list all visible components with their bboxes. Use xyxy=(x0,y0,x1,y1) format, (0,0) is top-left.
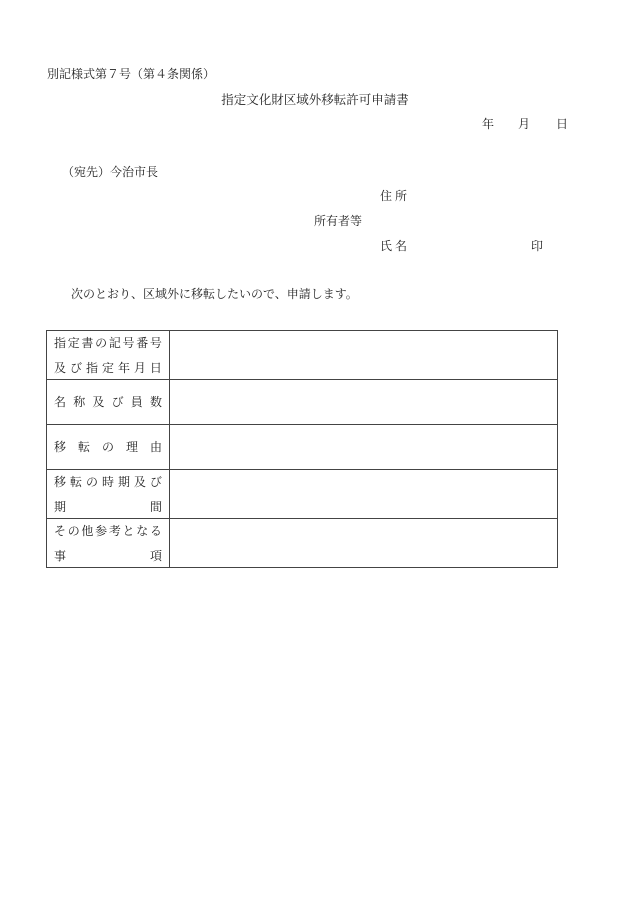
field-label-cell xyxy=(47,380,170,425)
address-label: 住所 xyxy=(380,189,411,203)
field-value-cell[interactable] xyxy=(170,470,558,519)
document-title: 指定文化財区域外移転許可申請書 xyxy=(221,92,409,107)
field-label: 事 項 xyxy=(54,548,162,563)
name-label: 氏名 xyxy=(380,239,411,253)
field-value-cell[interactable] xyxy=(170,380,558,425)
application-statement: 次のとおり、区域外に移転したいので、申請します。 xyxy=(71,287,358,301)
table-row xyxy=(47,519,558,568)
field-label: 名 称 及 び 員 数 xyxy=(54,395,162,409)
field-label: 期 間 xyxy=(54,499,162,514)
table-row xyxy=(47,380,558,425)
seal-label: 印 xyxy=(531,239,544,253)
field-label: 移 転 の 時 期 及 び xyxy=(54,474,162,489)
date-month-label: 月 xyxy=(518,117,531,131)
field-label: 移 転 の 理 由 xyxy=(54,440,162,454)
addressee: （宛先）今治市長 xyxy=(62,165,159,179)
table-row xyxy=(47,470,558,519)
field-label-cell xyxy=(47,425,170,470)
field-value-cell[interactable] xyxy=(170,331,558,380)
owner-label: 所有者等 xyxy=(314,214,363,228)
field-label-cell xyxy=(47,519,170,568)
table-row xyxy=(47,425,558,470)
field-label: 及 び 指 定 年 月 日 xyxy=(54,360,162,375)
field-label: 指 定 書 の 記 号 番 号 xyxy=(54,335,162,350)
field-label-cell xyxy=(47,470,170,519)
date-day-label: 日 xyxy=(556,117,569,131)
date-year-label: 年 xyxy=(482,117,495,131)
field-label-cell xyxy=(47,331,170,380)
application-table xyxy=(46,330,558,568)
field-value-cell[interactable] xyxy=(170,425,558,470)
table-row xyxy=(47,331,558,380)
form-number-label: 別記様式第７号（第４条関係） xyxy=(47,67,216,81)
field-value-cell[interactable] xyxy=(170,519,558,568)
field-label: そ の 他 参 考 と な る xyxy=(54,523,162,538)
